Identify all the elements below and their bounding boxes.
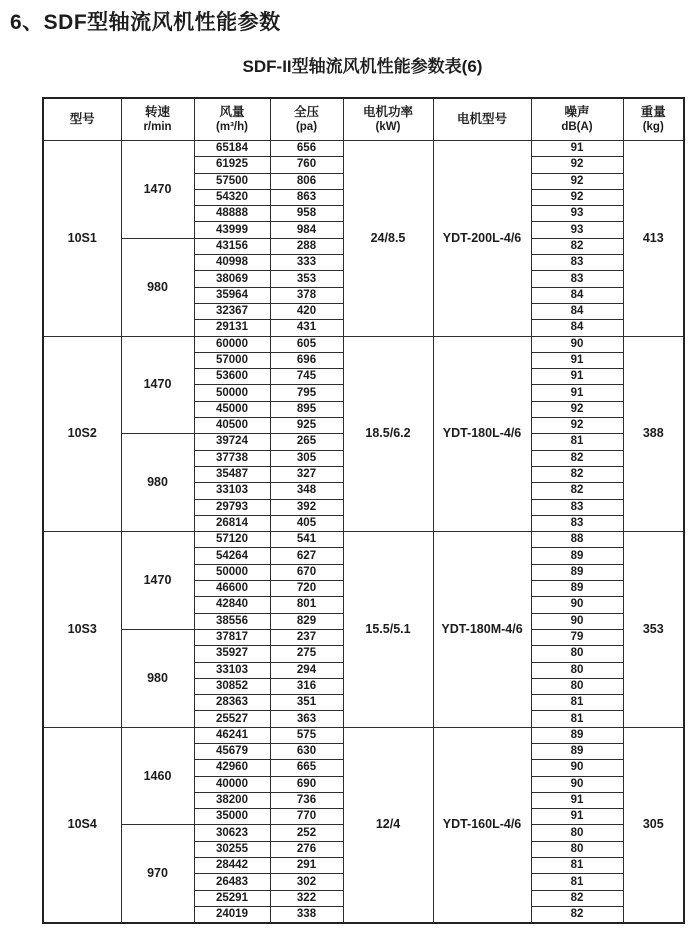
pressure-cell: 627 — [270, 548, 343, 564]
pressure-cell: 806 — [270, 173, 343, 189]
noise-cell: 81 — [531, 711, 623, 727]
airflow-cell: 25291 — [194, 890, 270, 906]
table-subtitle: SDF-II型轴流风机性能参数表(6) — [242, 57, 483, 76]
airflow-cell: 57000 — [194, 352, 270, 368]
noise-cell: 80 — [531, 646, 623, 662]
noise-cell: 81 — [531, 858, 623, 874]
motor-cell: YDT-180M-4/6 — [433, 532, 531, 728]
col-header-unit: (kg) — [642, 121, 664, 134]
pressure-cell: 690 — [270, 776, 343, 792]
col-header-unit: (kW) — [375, 121, 401, 134]
airflow-cell: 38556 — [194, 613, 270, 629]
noise-cell: 80 — [531, 841, 623, 857]
pressure-cell: 351 — [270, 695, 343, 711]
power-cell: 12/4 — [343, 727, 433, 923]
speed-cell: 980 — [121, 238, 194, 336]
airflow-cell: 46600 — [194, 581, 270, 597]
noise-cell: 91 — [531, 141, 623, 157]
pressure-cell: 405 — [270, 515, 343, 531]
col-header-title: 风量 — [219, 104, 245, 119]
noise-cell: 92 — [531, 418, 623, 434]
noise-cell: 84 — [531, 287, 623, 303]
airflow-cell: 28442 — [194, 858, 270, 874]
pressure-cell: 605 — [270, 336, 343, 352]
noise-cell: 80 — [531, 678, 623, 694]
airflow-cell: 61925 — [194, 157, 270, 173]
noise-cell: 92 — [531, 189, 623, 205]
airflow-cell: 35000 — [194, 809, 270, 825]
airflow-cell: 48888 — [194, 206, 270, 222]
speed-cell: 1470 — [121, 336, 194, 434]
airflow-cell: 30255 — [194, 841, 270, 857]
airflow-cell: 29793 — [194, 499, 270, 515]
airflow-cell: 25527 — [194, 711, 270, 727]
col-header-unit: r/min — [143, 121, 172, 134]
model-cell: 10S1 — [43, 141, 121, 337]
pressure-cell: 958 — [270, 206, 343, 222]
col-header-airflow — [194, 98, 270, 141]
pressure-cell: 294 — [270, 662, 343, 678]
pressure-cell: 895 — [270, 401, 343, 417]
pressure-cell: 353 — [270, 271, 343, 287]
table-row — [43, 336, 684, 352]
noise-cell: 80 — [531, 825, 623, 841]
pressure-cell: 322 — [270, 890, 343, 906]
col-header-title: 重量 — [640, 104, 666, 119]
noise-cell: 82 — [531, 906, 623, 923]
pressure-cell: 252 — [270, 825, 343, 841]
noise-cell: 92 — [531, 173, 623, 189]
airflow-cell: 45000 — [194, 401, 270, 417]
airflow-cell: 43999 — [194, 222, 270, 238]
col-header-weight — [623, 98, 684, 141]
model-cell: 10S2 — [43, 336, 121, 532]
airflow-cell: 53600 — [194, 369, 270, 385]
noise-cell: 93 — [531, 206, 623, 222]
pressure-cell: 925 — [270, 418, 343, 434]
pressure-cell: 338 — [270, 906, 343, 923]
col-header-motor — [433, 98, 531, 141]
fan-spec-table — [42, 97, 685, 924]
pressure-cell: 302 — [270, 874, 343, 890]
airflow-cell: 30852 — [194, 678, 270, 694]
noise-cell: 89 — [531, 743, 623, 759]
pressure-cell: 431 — [270, 320, 343, 336]
noise-cell: 82 — [531, 890, 623, 906]
pressure-cell: 795 — [270, 385, 343, 401]
speed-cell: 980 — [121, 629, 194, 727]
airflow-cell: 42840 — [194, 597, 270, 613]
airflow-cell: 33103 — [194, 662, 270, 678]
col-header-title: 型号 — [69, 111, 95, 126]
noise-cell: 91 — [531, 792, 623, 808]
airflow-cell: 38069 — [194, 271, 270, 287]
noise-cell: 90 — [531, 776, 623, 792]
noise-cell: 83 — [531, 255, 623, 271]
airflow-cell: 35927 — [194, 646, 270, 662]
airflow-cell: 50000 — [194, 564, 270, 580]
noise-cell: 82 — [531, 483, 623, 499]
pressure-cell: 665 — [270, 760, 343, 776]
noise-cell: 82 — [531, 238, 623, 254]
power-cell: 18.5/6.2 — [343, 336, 433, 532]
motor-cell: YDT-200L-4/6 — [433, 141, 531, 337]
weight-cell: 353 — [623, 532, 684, 728]
speed-cell: 1470 — [121, 532, 194, 630]
noise-cell: 81 — [531, 874, 623, 890]
col-header-unit: (m³/h) — [216, 121, 248, 134]
noise-cell: 84 — [531, 320, 623, 336]
col-header-title: 电机型号 — [456, 111, 507, 126]
airflow-cell: 26814 — [194, 515, 270, 531]
noise-cell: 83 — [531, 271, 623, 287]
weight-cell: 413 — [623, 141, 684, 337]
page-title: 6、SDF型轴流风机性能参数 — [10, 11, 281, 34]
airflow-cell: 40500 — [194, 418, 270, 434]
pressure-cell: 770 — [270, 809, 343, 825]
airflow-cell: 38200 — [194, 792, 270, 808]
pressure-cell: 378 — [270, 287, 343, 303]
pressure-cell: 348 — [270, 483, 343, 499]
airflow-cell: 65184 — [194, 141, 270, 157]
airflow-cell: 54320 — [194, 189, 270, 205]
noise-cell: 90 — [531, 336, 623, 352]
power-cell: 24/8.5 — [343, 141, 433, 337]
speed-cell: 1470 — [121, 141, 194, 239]
airflow-cell: 43156 — [194, 238, 270, 254]
noise-cell: 83 — [531, 499, 623, 515]
power-cell: 15.5/5.1 — [343, 532, 433, 728]
col-header-model — [43, 98, 121, 141]
airflow-cell: 45679 — [194, 743, 270, 759]
pressure-cell: 276 — [270, 841, 343, 857]
col-header-power — [343, 98, 433, 141]
noise-cell: 92 — [531, 157, 623, 173]
pressure-cell: 333 — [270, 255, 343, 271]
pressure-cell: 316 — [270, 678, 343, 694]
noise-cell: 83 — [531, 515, 623, 531]
pressure-cell: 420 — [270, 303, 343, 319]
noise-cell: 91 — [531, 809, 623, 825]
pressure-cell: 760 — [270, 157, 343, 173]
pressure-cell: 630 — [270, 743, 343, 759]
airflow-cell: 42960 — [194, 760, 270, 776]
airflow-cell: 54264 — [194, 548, 270, 564]
pressure-cell: 863 — [270, 189, 343, 205]
airflow-cell: 28363 — [194, 695, 270, 711]
col-header-title: 电机功率 — [362, 104, 413, 119]
noise-cell: 91 — [531, 385, 623, 401]
noise-cell: 81 — [531, 695, 623, 711]
pressure-cell: 305 — [270, 450, 343, 466]
noise-cell: 90 — [531, 613, 623, 629]
noise-cell: 88 — [531, 532, 623, 548]
airflow-cell: 60000 — [194, 336, 270, 352]
speed-cell: 980 — [121, 434, 194, 532]
table-row — [43, 727, 684, 743]
pressure-cell: 720 — [270, 581, 343, 597]
noise-cell: 84 — [531, 303, 623, 319]
airflow-cell: 32367 — [194, 303, 270, 319]
pressure-cell: 696 — [270, 352, 343, 368]
weight-cell: 305 — [623, 727, 684, 923]
table-row — [43, 532, 684, 548]
airflow-cell: 50000 — [194, 385, 270, 401]
col-header-title: 全压 — [293, 104, 319, 119]
noise-cell: 92 — [531, 401, 623, 417]
noise-cell: 82 — [531, 466, 623, 482]
airflow-cell: 35964 — [194, 287, 270, 303]
noise-cell: 89 — [531, 581, 623, 597]
airflow-cell: 37817 — [194, 629, 270, 645]
noise-cell: 93 — [531, 222, 623, 238]
airflow-cell: 40000 — [194, 776, 270, 792]
pressure-cell: 392 — [270, 499, 343, 515]
col-header-title: 噪声 — [564, 104, 590, 119]
weight-cell: 388 — [623, 336, 684, 532]
pressure-cell: 745 — [270, 369, 343, 385]
col-header-pressure — [270, 98, 343, 141]
pressure-cell: 801 — [270, 597, 343, 613]
col-header-unit: (pa) — [295, 121, 318, 134]
airflow-cell: 30623 — [194, 825, 270, 841]
model-cell: 10S3 — [43, 532, 121, 728]
airflow-cell: 29131 — [194, 320, 270, 336]
col-header-noise — [531, 98, 623, 141]
airflow-cell: 57120 — [194, 532, 270, 548]
pressure-cell: 265 — [270, 434, 343, 450]
header-row — [43, 98, 684, 141]
model-cell: 10S4 — [43, 727, 121, 923]
pressure-cell: 656 — [270, 141, 343, 157]
noise-cell: 90 — [531, 597, 623, 613]
pressure-cell: 736 — [270, 792, 343, 808]
noise-cell: 89 — [531, 727, 623, 743]
pressure-cell: 670 — [270, 564, 343, 580]
airflow-cell: 40998 — [194, 255, 270, 271]
motor-cell: YDT-180L-4/6 — [433, 336, 531, 532]
airflow-cell: 57500 — [194, 173, 270, 189]
pressure-cell: 327 — [270, 466, 343, 482]
pressure-cell: 984 — [270, 222, 343, 238]
airflow-cell: 37738 — [194, 450, 270, 466]
noise-cell: 82 — [531, 450, 623, 466]
pressure-cell: 575 — [270, 727, 343, 743]
noise-cell: 89 — [531, 564, 623, 580]
noise-cell: 80 — [531, 662, 623, 678]
pressure-cell: 237 — [270, 629, 343, 645]
pressure-cell: 291 — [270, 858, 343, 874]
motor-cell: YDT-160L-4/6 — [433, 727, 531, 923]
airflow-cell: 39724 — [194, 434, 270, 450]
noise-cell: 91 — [531, 352, 623, 368]
noise-cell: 89 — [531, 548, 623, 564]
col-header-speed — [121, 98, 194, 141]
airflow-cell: 46241 — [194, 727, 270, 743]
table-body — [43, 141, 684, 924]
noise-cell: 91 — [531, 369, 623, 385]
pressure-cell: 541 — [270, 532, 343, 548]
col-header-title: 转速 — [144, 104, 170, 119]
speed-cell: 970 — [121, 825, 194, 923]
table-header — [43, 98, 684, 141]
noise-cell: 81 — [531, 434, 623, 450]
airflow-cell: 24019 — [194, 906, 270, 923]
table-row — [43, 141, 684, 157]
noise-cell: 90 — [531, 760, 623, 776]
airflow-cell: 26483 — [194, 874, 270, 890]
noise-cell: 79 — [531, 629, 623, 645]
airflow-cell: 33103 — [194, 483, 270, 499]
pressure-cell: 288 — [270, 238, 343, 254]
airflow-cell: 35487 — [194, 466, 270, 482]
pressure-cell: 363 — [270, 711, 343, 727]
speed-cell: 1460 — [121, 727, 194, 825]
col-header-unit: dB(A) — [561, 121, 593, 134]
pressure-cell: 829 — [270, 613, 343, 629]
pressure-cell: 275 — [270, 646, 343, 662]
